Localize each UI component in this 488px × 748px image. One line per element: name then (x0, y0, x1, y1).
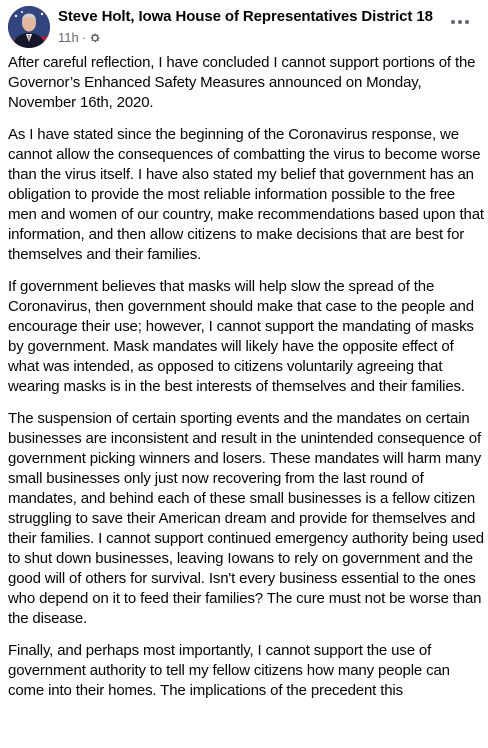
avatar[interactable] (8, 6, 50, 48)
post-paragraph: Finally, and perhaps most importantly, I cannot support the use of government authority to tell my fellow citizens how many people can come into their homes. The implications of the precedent this (8, 642, 450, 699)
post-author-name[interactable]: Steve Holt, Iowa House of Representatives District 18 (58, 8, 433, 25)
post-body (8, 53, 484, 713)
avatar-portrait-icon (8, 6, 50, 48)
more-options-icon[interactable] (446, 12, 474, 32)
meta-separator: · (81, 30, 87, 45)
post-paragraph: As I have stated since the beginning of the Coronavirus response, we cannot allow the consequences of combatting the virus to become worse than the virus itself. I have also stated my belief that government has an obligation to provide the most reliable information possible to the free men and women of our country, make recommendations based upon that information, and then allow citizens to make decisions that are best for themselves and their families. (8, 126, 484, 263)
post-paragraph: The suspension of certain sporting events and the mandates on certain businesses are inconsistent and result in the unintended consequence of government picking winners and losers. These mandates will harm many small businesses only just now recovering from the last round of mandates, and behind each of these small businesses is a fellow citizen struggling to save their American dream and provide for themselves and their families. I cannot support continued emergency authority being used to shut down businesses, leaving Iowans to rely on government and the good will of others for survival. Isn't every business essential to the ones who depend on it to feed their families? The cure must not be worse than the disease. (8, 410, 485, 627)
more-dot (451, 20, 455, 24)
gear-icon[interactable] (89, 32, 101, 44)
post-paragraph: If government believes that masks will help slow the spread of the Coronavirus, then government should make that case to the people and encourage their use; however, I cannot support the mandating of masks by government. Mask mandates will likely have the opposite effect of what was intended, as opposed to citizens voluntarily agreeing that wearing masks is in the best interests of themselves and their families. (8, 278, 474, 395)
post-header (8, 6, 480, 50)
post-timestamp[interactable]: 11h (58, 30, 79, 45)
post-paragraph: After careful reflection, I have concluded I cannot support portions of the Governor’s Enhanced Safety Measures announced on Monday, November 16th, 2020. (8, 54, 476, 111)
more-dot (465, 20, 469, 24)
more-dot (458, 20, 462, 24)
post-meta (58, 30, 101, 45)
